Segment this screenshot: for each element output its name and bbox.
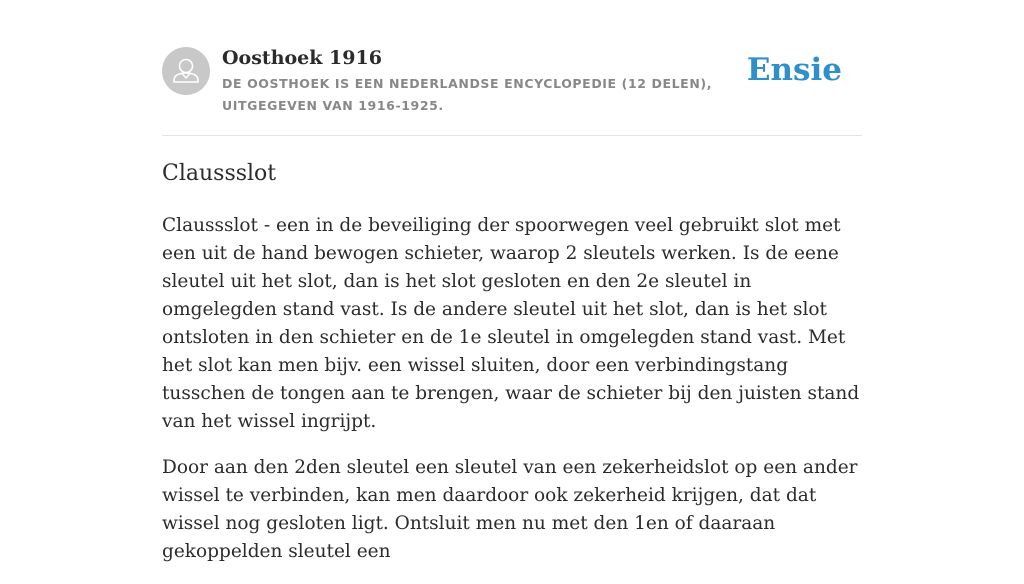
article-title: Claussslot: [162, 161, 277, 186]
article-body: [162, 212, 866, 584]
brand-logo-link[interactable]: Ensie: [746, 52, 842, 88]
source-title[interactable]: Oosthoek 1916: [222, 47, 382, 69]
user-silhouette-icon: [162, 47, 210, 95]
header-divider: [162, 135, 862, 136]
source-header: [162, 46, 862, 136]
article-paragraph-1: Claussslot - een in de beveiliging der spoorwegen veel gebruikt slot met een uit de hand bewogen schieter, waarop 2 sleutels werken. Is de eene sleutel uit het slot, dan is het slot gesloten en den 2e sleutel in omgelegden stand vast. Is de andere sleutel uit het slot, dan is het slot ontsloten in den schieter en de 1e sleutel in omgelegden stand vast. Met het slot kan men bijv. een wissel sluiten, door een verbindingstang tusschen de tongen aan te brengen, waar de schieter bij den juisten stand van het wissel ingrijpt.: [162, 215, 860, 432]
source-avatar[interactable]: [162, 47, 210, 95]
source-description: DE OOSTHOEK IS EEN NEDERLANDSE ENCYCLOPEDIE (12 DELEN), UITGEGEVEN VAN 1916-1925.: [222, 76, 713, 113]
article-paragraph-2: Door aan den 2den sleutel een sleutel van een zekerheidslot op een ander wissel te verbinden, kan men daardoor ook zekerheid krijgen, dat dat wissel nog gesloten ligt. Ontsluit men nu met den 1en of daaraan gekoppelden sleutel een: [162, 457, 858, 562]
